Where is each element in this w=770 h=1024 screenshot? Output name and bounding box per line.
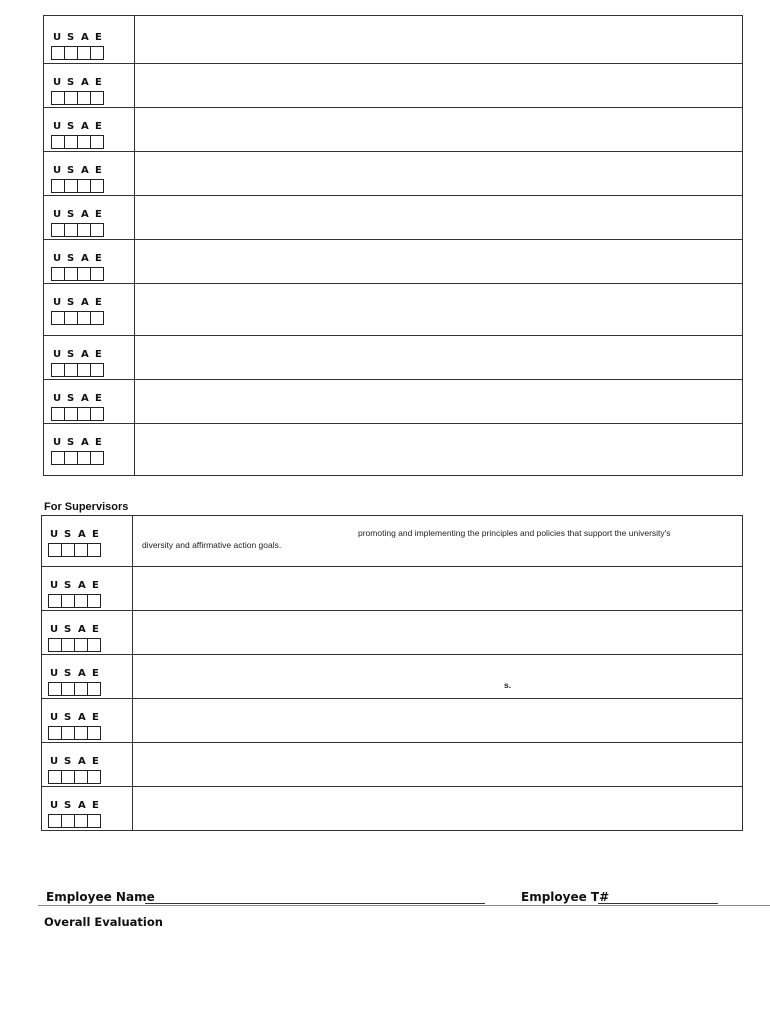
rating-checkbox-e[interactable] xyxy=(90,363,104,377)
rating-letter-e: E xyxy=(92,668,99,679)
general-criterion-row xyxy=(44,196,743,240)
rating-letter-u: U xyxy=(50,756,59,767)
rating-letter-e: E xyxy=(95,349,102,360)
rating-letter-a: A xyxy=(81,165,89,176)
rating-checkbox-group xyxy=(51,179,134,193)
footer-divider xyxy=(38,905,770,906)
rating-checkbox-a[interactable] xyxy=(74,814,88,828)
supervisor-item-4-text: s. xyxy=(504,680,512,690)
rating-checkbox-group xyxy=(48,638,132,652)
rating-letter-a: A xyxy=(78,800,86,811)
rating-letter-e: E xyxy=(95,77,102,88)
general-criterion-row xyxy=(44,108,743,152)
rating-checkbox-s[interactable] xyxy=(64,407,78,421)
rating-scale-labels xyxy=(48,624,132,636)
rating-checkbox-e[interactable] xyxy=(87,594,101,608)
general-criterion-row xyxy=(44,16,743,64)
rating-letter-u: U xyxy=(53,297,62,308)
rating-letter-e: E xyxy=(95,32,102,43)
rating-checkbox-group xyxy=(51,135,134,149)
rating-checkbox-s[interactable] xyxy=(64,135,78,149)
rating-letter-u: U xyxy=(50,529,59,540)
rating-letter-u: U xyxy=(53,77,62,88)
rating-checkbox-u[interactable] xyxy=(51,135,65,149)
rating-checkbox-s[interactable] xyxy=(64,223,78,237)
rating-letter-s: S xyxy=(67,32,75,43)
rating-scale-labels xyxy=(51,297,134,309)
criterion-description-cell xyxy=(135,64,743,108)
rating-checkbox-s[interactable] xyxy=(61,543,75,557)
rating-letter-e: E xyxy=(92,529,99,540)
criterion-description-cell xyxy=(135,380,743,424)
rating-letter-a: A xyxy=(81,253,89,264)
rating-letter-u: U xyxy=(50,712,59,723)
rating-letter-a: A xyxy=(81,121,89,132)
employee-tnum-field[interactable] xyxy=(598,903,718,904)
rating-checkbox-s[interactable] xyxy=(61,682,75,696)
rating-cell xyxy=(44,380,135,424)
rating-letter-s: S xyxy=(64,668,72,679)
rating-checkbox-group xyxy=(48,814,132,828)
supervisor-criterion-row xyxy=(42,699,743,743)
rating-checkbox-u[interactable] xyxy=(48,814,62,828)
rating-letter-s: S xyxy=(67,77,75,88)
rating-checkbox-e[interactable] xyxy=(87,638,101,652)
rating-checkbox-a[interactable] xyxy=(74,594,88,608)
rating-checkbox-e[interactable] xyxy=(90,451,104,465)
rating-cell xyxy=(42,516,133,567)
rating-scale-labels xyxy=(51,121,134,133)
supervisor-item-1-text-line2: diversity and affirmative action goals. xyxy=(142,540,282,550)
rating-checkbox-u[interactable] xyxy=(48,726,62,740)
rating-checkbox-a[interactable] xyxy=(74,682,88,696)
rating-checkbox-a[interactable] xyxy=(74,726,88,740)
rating-letter-a: A xyxy=(81,297,89,308)
rating-letter-s: S xyxy=(64,529,72,540)
rating-letter-e: E xyxy=(92,624,99,635)
rating-letter-u: U xyxy=(53,437,62,448)
general-criterion-row xyxy=(44,336,743,380)
criterion-description-cell xyxy=(135,336,743,380)
rating-cell xyxy=(44,64,135,108)
rating-cell xyxy=(42,743,133,787)
rating-letter-e: E xyxy=(95,393,102,404)
rating-checkbox-a[interactable] xyxy=(77,311,91,325)
rating-cell xyxy=(42,699,133,743)
rating-letter-s: S xyxy=(64,800,72,811)
rating-letter-a: A xyxy=(81,209,89,220)
rating-checkbox-e[interactable] xyxy=(90,179,104,193)
rating-checkbox-s[interactable] xyxy=(61,770,75,784)
general-criterion-row xyxy=(44,284,743,336)
rating-checkbox-s[interactable] xyxy=(61,594,75,608)
supervisor-criterion-row xyxy=(42,743,743,787)
rating-letter-u: U xyxy=(53,253,62,264)
employee-tnum-label: Employee T# xyxy=(521,890,610,904)
rating-checkbox-a[interactable] xyxy=(77,223,91,237)
rating-letter-a: A xyxy=(81,349,89,360)
rating-letter-u: U xyxy=(53,393,62,404)
rating-checkbox-u[interactable] xyxy=(48,594,62,608)
rating-cell xyxy=(44,336,135,380)
rating-checkbox-u[interactable] xyxy=(51,363,65,377)
supervisor-criterion-row xyxy=(42,787,743,831)
rating-checkbox-e[interactable] xyxy=(90,267,104,281)
rating-checkbox-s[interactable] xyxy=(64,46,78,60)
rating-checkbox-u[interactable] xyxy=(48,770,62,784)
rating-scale-labels xyxy=(48,529,132,541)
rating-letter-e: E xyxy=(95,297,102,308)
criterion-description-cell xyxy=(135,152,743,196)
rating-scale-labels xyxy=(51,209,134,221)
rating-letter-a: A xyxy=(81,437,89,448)
rating-checkbox-group xyxy=(51,46,134,60)
rating-checkbox-group xyxy=(51,223,134,237)
rating-letter-e: E xyxy=(95,209,102,220)
rating-checkbox-e[interactable] xyxy=(90,135,104,149)
rating-letter-a: A xyxy=(81,77,89,88)
rating-checkbox-a[interactable] xyxy=(77,46,91,60)
criterion-description-cell xyxy=(135,424,743,476)
criterion-description-cell xyxy=(133,655,743,699)
rating-letter-s: S xyxy=(67,437,75,448)
rating-checkbox-e[interactable] xyxy=(87,770,101,784)
rating-cell xyxy=(42,611,133,655)
rating-letter-s: S xyxy=(64,624,72,635)
rating-checkbox-group xyxy=(51,311,134,325)
rating-letter-u: U xyxy=(50,580,59,591)
rating-cell xyxy=(44,196,135,240)
rating-checkbox-e[interactable] xyxy=(90,407,104,421)
rating-checkbox-group xyxy=(51,91,134,105)
general-criterion-row xyxy=(44,240,743,284)
rating-scale-labels xyxy=(51,32,134,44)
rating-checkbox-s[interactable] xyxy=(61,814,75,828)
rating-checkbox-e[interactable] xyxy=(90,91,104,105)
rating-scale-labels xyxy=(51,393,134,405)
rating-checkbox-s[interactable] xyxy=(61,638,75,652)
rating-letter-e: E xyxy=(95,121,102,132)
rating-checkbox-a[interactable] xyxy=(77,91,91,105)
criterion-description-cell xyxy=(133,611,743,655)
general-criterion-row xyxy=(44,152,743,196)
rating-checkbox-u[interactable] xyxy=(51,179,65,193)
rating-cell xyxy=(44,424,135,476)
rating-letter-u: U xyxy=(50,624,59,635)
rating-letter-a: A xyxy=(78,624,86,635)
rating-letter-s: S xyxy=(67,121,75,132)
rating-checkbox-group xyxy=(51,267,134,281)
rating-cell xyxy=(42,655,133,699)
rating-scale-labels xyxy=(48,712,132,724)
rating-checkbox-group xyxy=(48,682,132,696)
rating-cell xyxy=(44,16,135,64)
rating-checkbox-a[interactable] xyxy=(77,179,91,193)
rating-letter-u: U xyxy=(53,209,62,220)
criterion-description-cell xyxy=(135,284,743,336)
rating-checkbox-e[interactable] xyxy=(87,814,101,828)
rating-checkbox-u[interactable] xyxy=(51,91,65,105)
rating-checkbox-e[interactable] xyxy=(87,682,101,696)
rating-scale-labels xyxy=(48,756,132,768)
rating-checkbox-u[interactable] xyxy=(48,543,62,557)
rating-letter-s: S xyxy=(64,712,72,723)
rating-letter-u: U xyxy=(50,800,59,811)
rating-letter-s: S xyxy=(67,209,75,220)
criterion-description-cell xyxy=(133,699,743,743)
rating-checkbox-group xyxy=(51,451,134,465)
rating-checkbox-a[interactable] xyxy=(77,363,91,377)
supervisors-evaluation-table xyxy=(41,515,743,831)
rating-scale-labels xyxy=(51,165,134,177)
rating-checkbox-a[interactable] xyxy=(74,770,88,784)
rating-checkbox-a[interactable] xyxy=(74,638,88,652)
rating-checkbox-u[interactable] xyxy=(51,46,65,60)
general-criterion-row xyxy=(44,64,743,108)
rating-checkbox-e[interactable] xyxy=(87,726,101,740)
rating-checkbox-u[interactable] xyxy=(48,682,62,696)
rating-scale-labels xyxy=(51,77,134,89)
supervisor-criterion-row xyxy=(42,655,743,699)
supervisor-criterion-row xyxy=(42,611,743,655)
rating-letter-a: A xyxy=(81,32,89,43)
rating-cell xyxy=(44,108,135,152)
rating-letter-e: E xyxy=(95,253,102,264)
rating-letter-s: S xyxy=(67,297,75,308)
criterion-description-cell xyxy=(135,16,743,64)
rating-letter-u: U xyxy=(53,165,62,176)
supervisor-item-1-text-line1: promoting and implementing the principles and policies that support the university's xyxy=(358,528,671,538)
rating-checkbox-group xyxy=(51,363,134,377)
rating-scale-labels xyxy=(51,349,134,361)
rating-scale-labels xyxy=(48,580,132,592)
rating-checkbox-u[interactable] xyxy=(48,638,62,652)
rating-checkbox-s[interactable] xyxy=(64,451,78,465)
rating-checkbox-e[interactable] xyxy=(90,223,104,237)
supervisors-heading: For Supervisors xyxy=(44,501,129,513)
rating-checkbox-s[interactable] xyxy=(64,179,78,193)
rating-checkbox-a[interactable] xyxy=(74,543,88,557)
rating-scale-labels xyxy=(48,668,132,680)
rating-letter-s: S xyxy=(67,253,75,264)
rating-checkbox-u[interactable] xyxy=(51,311,65,325)
criterion-description-cell xyxy=(133,567,743,611)
general-evaluation-table xyxy=(43,15,743,476)
rating-letter-a: A xyxy=(78,712,86,723)
general-criterion-row xyxy=(44,424,743,476)
criterion-description-cell xyxy=(133,743,743,787)
rating-letter-s: S xyxy=(67,165,75,176)
rating-cell xyxy=(44,240,135,284)
rating-letter-u: U xyxy=(50,668,59,679)
criterion-description-cell xyxy=(135,108,743,152)
rating-letter-s: S xyxy=(67,393,75,404)
rating-cell xyxy=(44,152,135,196)
rating-letter-e: E xyxy=(92,712,99,723)
rating-checkbox-s[interactable] xyxy=(64,267,78,281)
rating-letter-a: A xyxy=(78,580,86,591)
criterion-description-cell xyxy=(133,787,743,831)
rating-checkbox-s[interactable] xyxy=(64,311,78,325)
rating-checkbox-s[interactable] xyxy=(61,726,75,740)
rating-letter-e: E xyxy=(92,580,99,591)
rating-cell xyxy=(42,567,133,611)
rating-scale-labels xyxy=(51,253,134,265)
rating-letter-u: U xyxy=(53,32,62,43)
rating-checkbox-a[interactable] xyxy=(77,267,91,281)
rating-letter-s: S xyxy=(67,349,75,360)
rating-letter-a: A xyxy=(81,393,89,404)
rating-checkbox-u[interactable] xyxy=(51,223,65,237)
rating-checkbox-a[interactable] xyxy=(77,451,91,465)
rating-checkbox-e[interactable] xyxy=(90,311,104,325)
rating-checkbox-group xyxy=(48,594,132,608)
rating-checkbox-u[interactable] xyxy=(51,267,65,281)
rating-scale-labels xyxy=(48,800,132,812)
rating-letter-u: U xyxy=(53,349,62,360)
rating-letter-s: S xyxy=(64,580,72,591)
rating-scale-labels xyxy=(51,437,134,449)
rating-letter-e: E xyxy=(95,165,102,176)
rating-letter-s: S xyxy=(64,756,72,767)
rating-checkbox-a[interactable] xyxy=(77,407,91,421)
criterion-description-cell xyxy=(135,240,743,284)
rating-cell xyxy=(42,787,133,831)
rating-letter-a: A xyxy=(78,668,86,679)
criterion-description-cell xyxy=(135,196,743,240)
rating-checkbox-group xyxy=(51,407,134,421)
employee-name-label: Employee Name xyxy=(46,890,155,904)
rating-checkbox-u[interactable] xyxy=(51,407,65,421)
rating-letter-u: U xyxy=(53,121,62,132)
rating-checkbox-e[interactable] xyxy=(90,46,104,60)
rating-checkbox-group xyxy=(48,726,132,740)
employee-name-field[interactable] xyxy=(145,903,485,904)
rating-letter-e: E xyxy=(92,800,99,811)
rating-checkbox-e[interactable] xyxy=(87,543,101,557)
rating-letter-e: E xyxy=(95,437,102,448)
rating-checkbox-group xyxy=(48,543,132,557)
rating-checkbox-a[interactable] xyxy=(77,135,91,149)
rating-checkbox-u[interactable] xyxy=(51,451,65,465)
rating-checkbox-group xyxy=(48,770,132,784)
rating-checkbox-s[interactable] xyxy=(64,363,78,377)
rating-letter-a: A xyxy=(78,529,86,540)
supervisor-criterion-row xyxy=(42,567,743,611)
rating-checkbox-s[interactable] xyxy=(64,91,78,105)
rating-cell xyxy=(44,284,135,336)
rating-letter-e: E xyxy=(92,756,99,767)
overall-evaluation-label: Overall Evaluation xyxy=(44,915,163,929)
rating-letter-a: A xyxy=(78,756,86,767)
general-criterion-row xyxy=(44,380,743,424)
